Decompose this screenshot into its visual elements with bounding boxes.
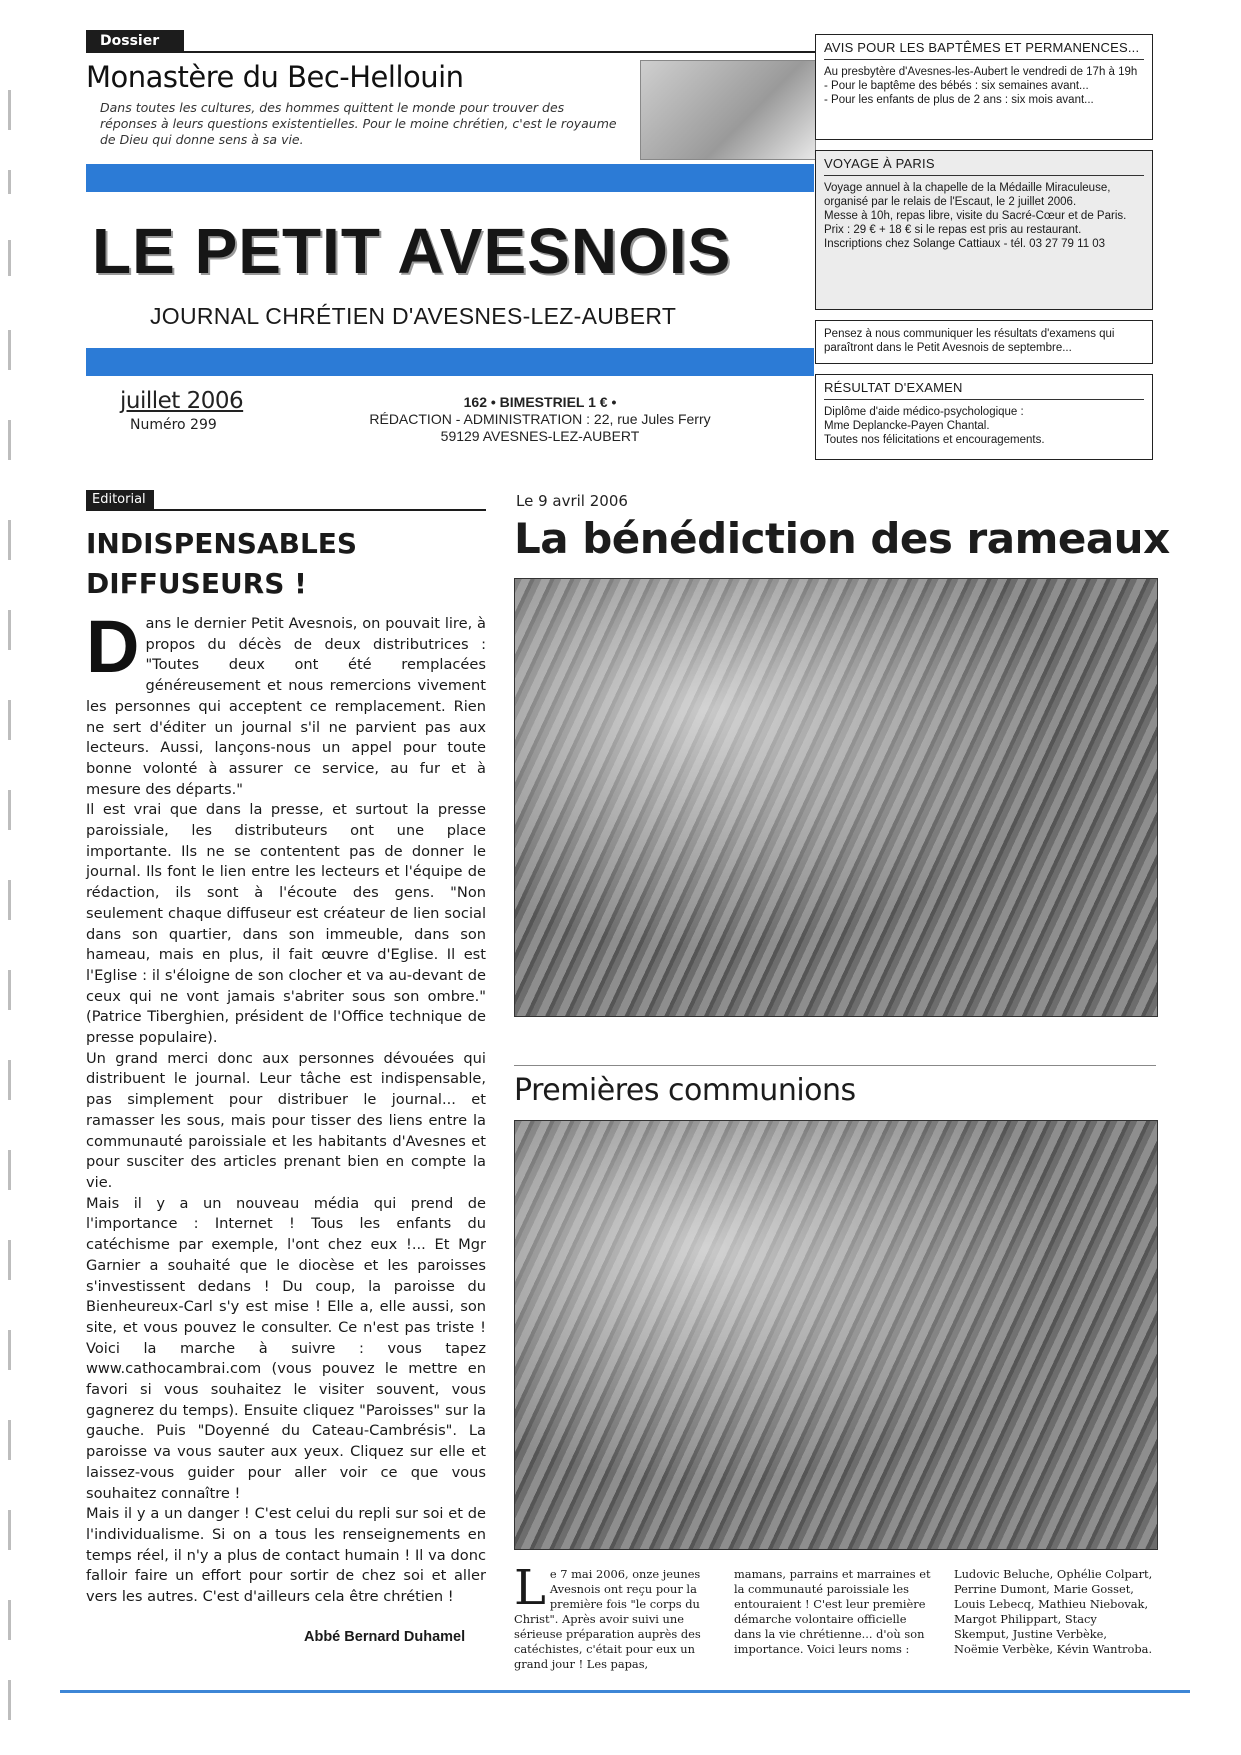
box-voyage-title: VOYAGE À PARIS [824,157,1144,176]
communions-dropcap: L [514,1560,546,1616]
communions-text-2: mamans, parrains et marraines et la communauté paroissiale les entouraient ! C'est leur première démarche volontaire officielle dans la vie chrétienne... d'où son importance. Voici leurs noms : [734,1567,931,1656]
editorial-dropcap: D [86,605,140,688]
examens-notice-text: Pensez à nous communiquer les résultats d'examens qui paraîtront dans le Petit Avesnois de septembre... [824,328,1115,354]
communions-col-2 [734,1567,934,1657]
masthead-top-band [86,164,814,192]
box-baptemes [815,34,1153,140]
box-baptemes-line: - Pour le baptême des bébés : six semaines avant... [824,80,1089,92]
editorial-tag: Editorial [86,490,154,510]
communions-photo [514,1120,1158,1550]
admin-city: 59129 AVESNES-LEZ-AUBERT [440,428,640,444]
issue-number: Numéro 299 [130,417,217,433]
communions-col-3 [954,1567,1154,1657]
dossier-photo [640,60,816,160]
box-resultat-line: Diplôme d'aide médico-psychologique : [824,406,1024,418]
admin-address: RÉDACTION - ADMINISTRATION : 22, rue Jules Ferry [369,411,711,427]
communions-title: Premières communions [514,1073,856,1108]
communions-names: Ludovic Beluche, Ophélie Colpart, Perrine Dumont, Marie Gosset, Louis Lebecq, Mathieu Niebovak, Margot Philippart, Stacy Skemput, Justine Verbèke, Noëmie Verbèke, Kévin Wantroba. [954,1567,1153,1656]
rameaux-date: Le 9 avril 2006 [516,492,628,510]
dossier-tag: Dossier [86,30,184,52]
editorial-paragraph: Un grand merci donc aux personnes dévouées qui distribuent le journal. Leur tâche est indispensable, pas simplement pour distribuer le journal... et ramasser les sous, mais pour tisser des liens entre la communauté paroissiale et les habitants d'Avesnes et pour susciter des articles prenant bien en compte la vie. [86,1049,486,1191]
editorial-title-line1: INDISPENSABLES [86,527,358,560]
communions-col-1 [514,1560,714,1672]
box-baptemes-line: - Pour les enfants de plus de 2 ans : six mois avant... [824,94,1094,106]
editorial-signature: Abbé Bernard Duhamel [304,1629,466,1645]
box-voyage-line: Inscriptions chez Solange Cattiaux - tél. 03 27 79 11 03 [824,238,1106,250]
box-voyage-line: Prix : 29 € + 18 € si le repas est pris au restaurant. [824,224,1082,236]
communions-rule [514,1065,1156,1066]
rameaux-title: La bénédiction des rameaux [514,514,1170,563]
editorial-paragraph: Mais il y a un nouveau média qui prend de l'importance : Internet ! Tous les enfants du catéchisme par exemple, l'ont chez eux !... Et Mgr Garnier a souhaité que le diocèse et les paroisses s'investissent dedans ! Du coup, la paroisse du Bienheureux-Carl s'y est mise ! Elle a, elle aussi, son site, et vous pouvez le consulter. Ce n'est pas triste ! Voici la marche à suivre : vous tapez www.cathocambrai.com (vous pouvez le mettre en favori si vous souhaitez le visiter souvent, vous gagnerez du temps). Ensuite cliquez "Paroisses" sur la gauche. Puis "Doyenné du Cateau-Cambrésis". La paroisse va vous sauter aux yeux. Cliquez sur elle et laissez-vous guider pour aller voir ce que vous souhaitez connaître ! [86,1194,486,1502]
masthead-subtitle: JOURNAL CHRÉTIEN D'AVESNES-LEZ-AUBERT [150,303,677,329]
editorial-body [86,605,486,1608]
editorial-paragraph: ans le dernier Petit Avesnois, on pouvait lire, à propos du décès de deux distributrices : "Toutes deux ont été remplacées généreusement et nous remercions vivement les personnes qui acceptent ce remplacement. Rien ne sert d'éditer un journal s'il ne parvient pas aux lecteurs. Aussi, lançons-nous un appel pour toute bonne volonté à assurer ce service, au fur et à mesure des départs." [86,615,486,798]
box-resultat-line: Mme Deplancke-Payen Chantal. [824,420,990,432]
issue-date: juillet 2006 [120,388,244,414]
editorial-title-line2: DIFFUSEURS ! [86,567,307,600]
editorial-rule [86,509,486,511]
communions-text-1: e 7 mai 2006, onze jeunes Avesnois ont reçu pour la première fois "le corps du Christ". Après avoir suivi une sérieuse préparation auprès des catéchistes, c'était pour eux un grand jour ! Les papas, [514,1567,701,1671]
box-voyage-line: Voyage annuel à la chapelle de la Médaille Miraculeuse, organisé par le relais de l'Escaut, le 2 juillet 2006. [824,182,1111,208]
admin-price: 162 • BIMESTRIEL 1 € • [463,394,617,410]
editorial-paragraph: Mais il y a un danger ! C'est celui du repli sur soi et de l'individualisme. Si on a tous les renseignements en temps réel, il n'y a plus de contact humain ! Il va donc falloir faire un effort pour sortir de chez soi et aller vers les autres. C'est d'ailleurs cela être chrétien ! [86,1505,486,1606]
masthead-bottom-band [86,348,814,376]
box-voyage-line: Messe à 10h, repas libre, visite du Sacré-Cœur et de Paris. [824,210,1127,222]
box-resultat-title: RÉSULTAT D'EXAMEN [824,381,1144,400]
box-examens-notice [815,320,1153,364]
editorial-title [86,524,486,604]
admin-info [350,394,730,445]
box-baptemes-title: AVIS POUR LES BAPTÊMES ET PERMANENCES... [824,41,1144,60]
editorial-paragraph: Il est vrai que dans la presse, et surtout la presse paroissiale, les distributeurs ont une place importante. Ils ne se contentent pas de donner le journal. Ils font le lien entre les lecteurs et l'équipe de rédaction, ils sont à l'écoute des gens. "Non seulement chaque diffuseur est créateur de lien social dans son quartier, dans son immeuble, dans son hameau, mais en plus, il fait œuvre d'Eglise. Il est l'Eglise : il s'éloigne de son clocher et va au-devant de ceux qui ne vont jamais s'abriter sous son ombre." (Patrice Tiberghien, président de l'Office technique de presse populaire). [86,801,486,1047]
box-resultat [815,374,1153,460]
masthead-title: LE PETIT AVESNOIS [92,215,732,287]
dossier-rule [86,51,816,53]
dossier-title: Monastère du Bec-Hellouin [86,60,464,94]
dossier-text: Dans toutes les cultures, des hommes quittent le monde pour trouver des réponses à leurs questions existentielles. Pour le moine chrétien, c'est le royaume de Dieu qui donne sens à sa vie. [100,100,617,147]
box-baptemes-line: Au presbytère d'Avesnes-les-Aubert le vendredi de 17h à 19h [824,66,1138,78]
footer-rule [60,1690,1190,1693]
rameaux-photo [514,578,1158,1017]
box-resultat-line: Toutes nos félicitations et encouragements. [824,434,1045,446]
box-voyage [815,150,1153,310]
